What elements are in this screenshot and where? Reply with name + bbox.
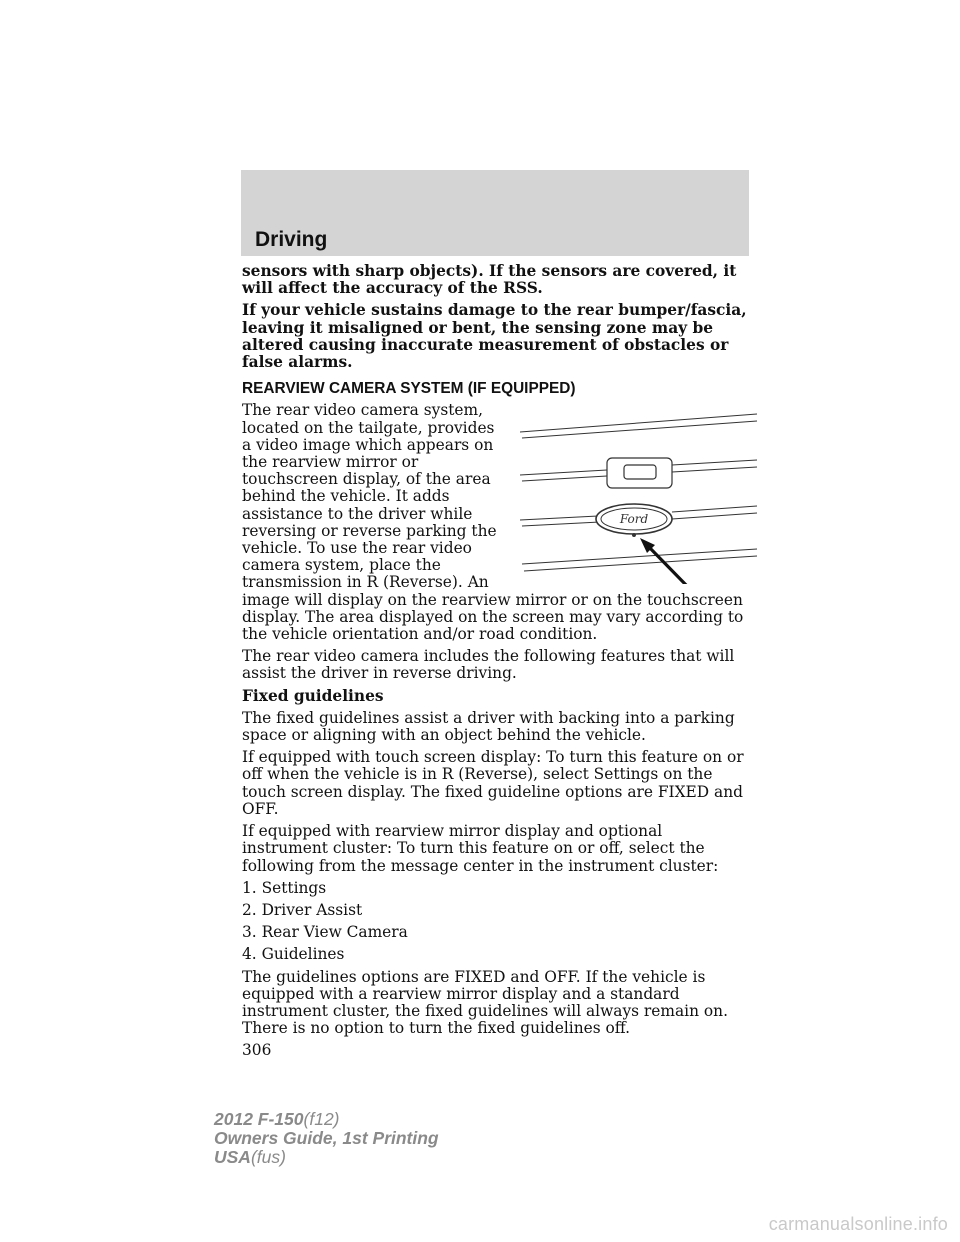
footer-region-code: (fus) xyxy=(250,1147,286,1167)
list-item: 3. Rear View Camera xyxy=(242,923,408,942)
tailgate-panel-line xyxy=(520,516,598,520)
tailgate-camera-illustration xyxy=(512,408,762,584)
tailgate-panel-line xyxy=(672,460,757,465)
intro-paragraph-2: If your vehicle sustains damage to the rear bumper/fascia, leaving it misaligned or bent, the sensing zone may be altered causing inaccurate measurement of obstacles or false alarms. xyxy=(242,301,747,372)
section-paragraph-1: The rear video camera system, located on the tailgate, provides a video image which appears on the rearview mirror or touchscreen display, of the area behind the vehicle. It adds assistance to the driver while reversing or reverse parking the vehicle. To use the rear video camera system, place the transmission in R (Reverse). An image will display on the rearview mirror or on the touchscreen display. The area displayed on the screen may vary according to the vehicle orientation and/or road condition. xyxy=(242,401,744,644)
tailgate-panel-line xyxy=(522,476,607,481)
footer-region: USA xyxy=(214,1147,251,1167)
watermark: carmanualsonline.info xyxy=(768,1214,948,1234)
tailgate-panel-line xyxy=(672,506,757,512)
subheading-fixed-guidelines: Fixed guidelines xyxy=(242,686,384,705)
section-title: Driving xyxy=(255,228,328,251)
footer-model: 2012 F-150 xyxy=(214,1109,304,1129)
footer-line-1 xyxy=(214,1110,439,1129)
list-item: 4. Guidelines xyxy=(242,945,345,964)
section-paragraph-4: If equipped with touch screen display: To turn this feature on or off when the vehicle is in R (Reverse), select Settings on the touch screen display. The fixed guideline options are FIXED and OFF. xyxy=(242,748,744,818)
list-item: 2. Driver Assist xyxy=(242,900,363,919)
tailgate-bottom-line xyxy=(522,549,757,564)
tailgate-panel-line xyxy=(672,467,757,472)
page-content xyxy=(242,263,750,1060)
tailgate-handle xyxy=(607,458,672,488)
tailgate-camera-drawing xyxy=(512,408,762,584)
tailgate-panel-line xyxy=(522,522,600,526)
section-paragraph-3: The fixed guidelines assist a driver with backing into a parking space or aligning with an object behind the vehicle. xyxy=(242,708,735,745)
camera-lens xyxy=(632,533,636,537)
intro-paragraph-1: sensors with sharp objects). If the sensors are covered, it will affect the accuracy of the RSS. xyxy=(242,262,737,298)
ford-badge xyxy=(596,504,672,537)
section-paragraph-2: The rear video camera includes the following features that will assist the driver in reverse driving. xyxy=(242,647,735,683)
tailgate-bottom-line xyxy=(524,556,757,571)
tailgate-panel-line xyxy=(520,470,607,475)
tailgate-panel-line xyxy=(672,513,757,519)
page-number: 306 xyxy=(242,1041,272,1060)
section-paragraph-6: The guidelines options are FIXED and OFF. If the vehicle is equipped with a rearview mirror display and a standard instrument cluster, the fixed guidelines will always remain on. There is no option to turn the fixed guidelines off. xyxy=(242,967,728,1038)
footer-line-3 xyxy=(214,1148,439,1167)
section-paragraph-5: If equipped with rearview mirror display and optional instrument cluster: To turn this feature on or off, select the following from the message center in the instrument cluster: xyxy=(242,822,719,875)
section-heading: REARVIEW CAMERA SYSTEM (IF EQUIPPED) xyxy=(242,380,576,398)
document-footer xyxy=(214,1110,439,1167)
ford-badge-text: Ford xyxy=(619,512,649,527)
footer-line-2: Owners Guide, 1st Printing xyxy=(214,1128,439,1148)
section-header-band xyxy=(241,170,749,256)
list-item: 1. Settings xyxy=(242,878,327,897)
footer-model-code: (f12) xyxy=(303,1109,340,1129)
